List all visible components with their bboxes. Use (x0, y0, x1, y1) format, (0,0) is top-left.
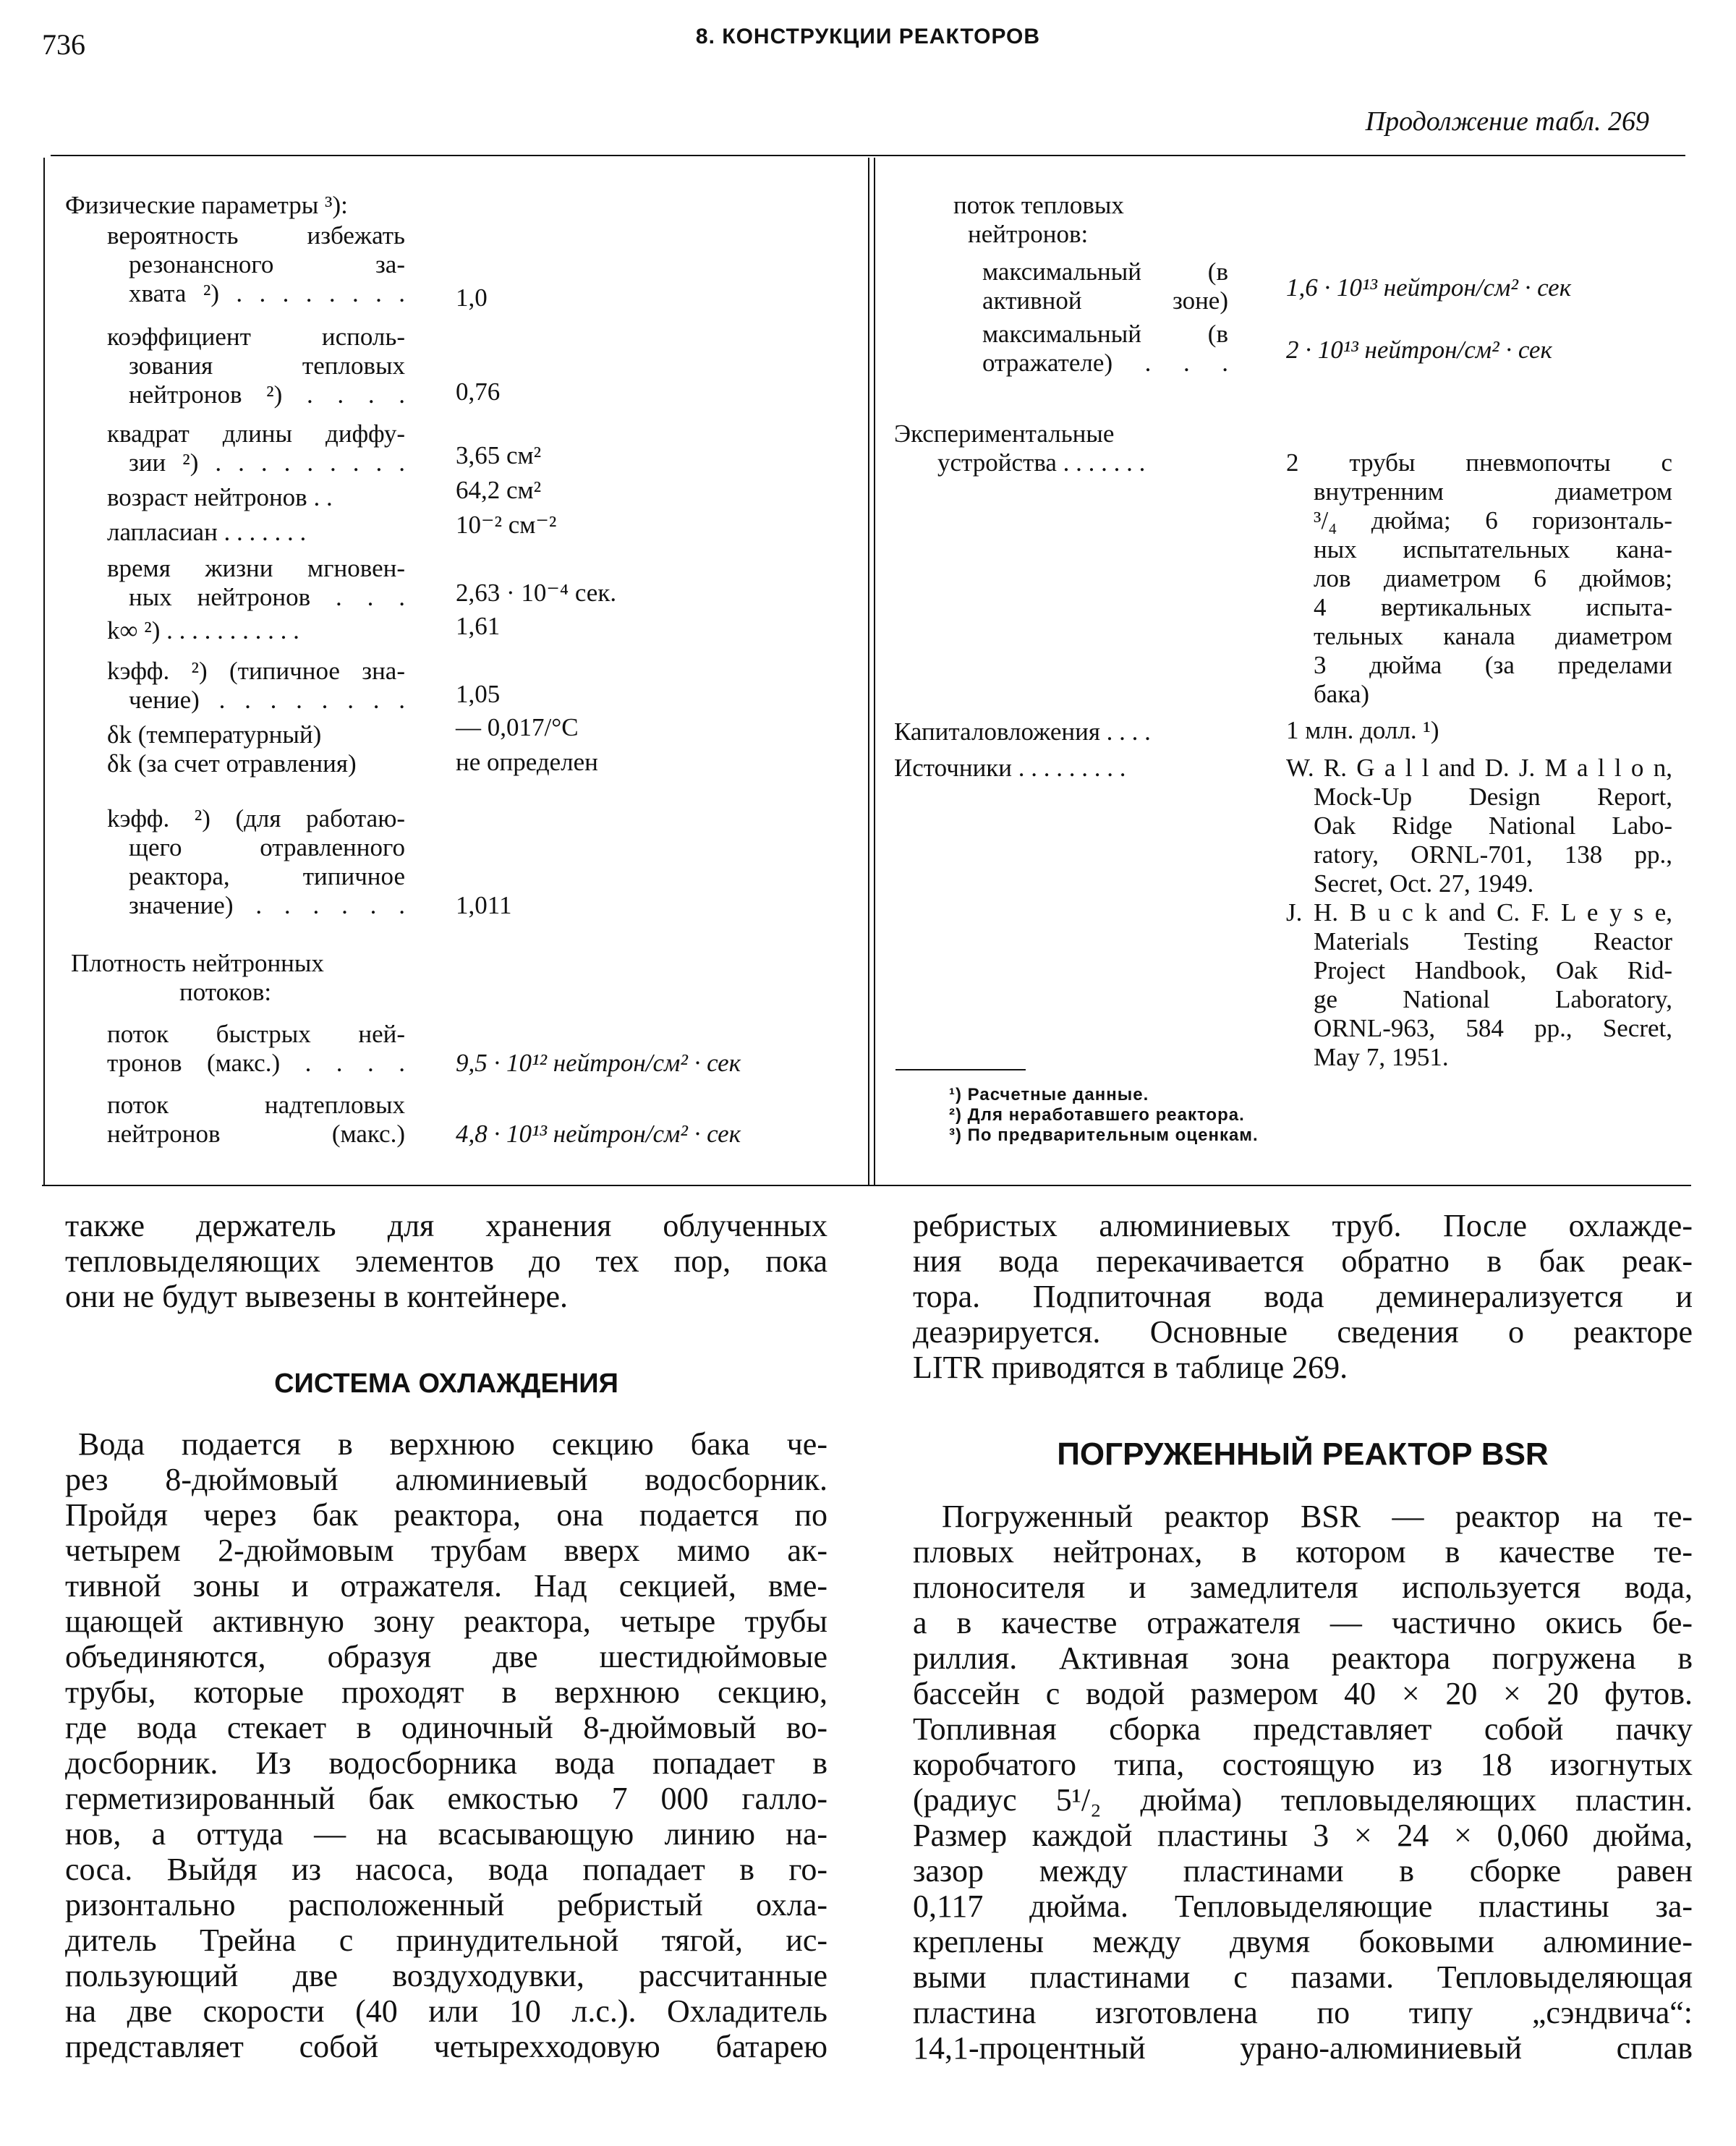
row-kinf-label: k∞ ²) . . . . . . . . . . . (107, 616, 299, 644)
right-column-intro: ребристых алюминиевых труб. После охлажде- ния вода перекачивается обратно в бак реак- тора. Подпиточная вода деминерализуется и деаэрируется. Основные сведения о реакторе LITR приводятся в таблице 269. (913, 1208, 1693, 1385)
cooling-heading: СИСТЕМА ОХЛАЖДЕНИЯ (274, 1368, 618, 1399)
row-thermal-reflector-value: 2 · 10¹³ нейтрон/см² · сек (1286, 336, 1552, 364)
table-top-rule (51, 155, 1685, 156)
row-laplacian-label: лапласиан . . . . . . . (107, 518, 307, 546)
row-thermal-core-value: 1,6 · 10¹³ нейтрон/см² · сек (1286, 273, 1572, 302)
row-keff-poisoned-label: kэфф. ²) (для работаю- щего отравленного реактора, типичное значение) . . . . . . (107, 804, 405, 919)
table-bottom-rule (42, 1185, 1691, 1186)
row-diffusion-value: 3,65 см² (456, 441, 542, 469)
row-poison-value: не определен (456, 748, 598, 776)
row-utilization-label: коэффициент исполь- зования тепловых нейтронов ²) . . . . (107, 323, 405, 409)
row-epithermal-flux-value: 4,8 · 10¹³ нейтрон/см² · сек (456, 1120, 741, 1148)
row-capital-value: 1 млн. долл. ¹) (1286, 716, 1439, 744)
footnote-2: ²) Для неработавшего реактора. (949, 1105, 1245, 1125)
row-keff-label: kэфф. ²) (типичное зна- чение) . . . . . . . . (107, 657, 405, 714)
row-keff-value: 1,05 (456, 680, 501, 708)
running-head: 8. КОНСТРУКЦИИ РЕАКТОРОВ (695, 25, 1041, 48)
left-column-intro: также держатель для хранения облученных тепловыделяющих элементов до тех пор, пока они не будут вывезены в контейнере. (65, 1208, 827, 1314)
phys-params-title: Физические параметры ³): (65, 191, 348, 219)
thermal-flux-title: поток тепловых нейтронов: (953, 191, 1124, 248)
row-lifetime-value: 2,63 · 10⁻⁴ сек. (456, 579, 617, 607)
row-temp-coef-label: δk (температурный) (107, 720, 322, 749)
table-divider-left (868, 158, 869, 1185)
footnote-rule (895, 1069, 1026, 1070)
footnote-1: ¹) Расчетные данные. (949, 1085, 1149, 1104)
row-kinf-value: 1,61 (456, 612, 501, 640)
row-epithermal-flux-label: поток надтепловых нейтронов (макс.) (107, 1091, 405, 1148)
flux-density-title: Плотность нейтронных потоков: (71, 949, 324, 1006)
row-thermal-reflector-label: максимальный (в отражателе) . . . (982, 320, 1228, 377)
bsr-heading: ПОГРУЖЕННЫЙ РЕАКТОР BSR (1057, 1436, 1549, 1472)
row-temp-coef-value: — 0,017/°C (456, 713, 579, 741)
cooling-paragraph: Вода подается в верхнюю секцию бака че- рез 8-дюймовый алюминиевый водосборник. Пройдя через бак реактора, она подается по четырем 2-дюймовым трубам вверх мимо ак- тивной зоны и отражателя. Над секцией, вме- щающей активную зону реактора, четыре трубы объединяются, образуя две шестидюймовые трубы, которые проходят в верхнюю секцию, где вода стекает в одиночный 8-дюймовый во- досборник. Из водосборника вода попадает в герметизированный бак емкостью 7 000 галло- нов, а оттуда — на всасывающую линию на- соса. Выйдя из насоса, вода попадает в го- ризонтально расположенный ребристый охла- дитель Трейна с принудительной тягой, ис- пользующий две воздуходувки, рассчитанные на две скорости (40 или 10 л.с.). Охладитель представляет собой четырехходовую батарею (65, 1426, 827, 2064)
table-left-border (43, 158, 45, 1185)
row-age-label: возраст нейтронов . . (107, 483, 333, 511)
row-thermal-core-label: максимальный (в активной зоне) (982, 257, 1228, 315)
row-capital-label: Капиталовложения . . . . (894, 718, 1151, 746)
row-laplacian-value: 10⁻² см⁻² (456, 511, 557, 539)
row-resonance-label: вероятность избежать резонансного за- хвата ²) . . . . . . . . (107, 221, 405, 307)
row-poison-label: δk (за счет отравления) (107, 749, 357, 778)
row-sources-label: Источники . . . . . . . . . (894, 754, 1126, 782)
table-caption: Продолжение табл. 269 (1365, 106, 1649, 137)
page-number: 736 (42, 28, 85, 61)
row-resonance-value: 1,0 (456, 284, 488, 312)
row-keff-poisoned-value: 1,011 (456, 891, 512, 919)
footnote-3: ³) По предварительным оценкам. (949, 1125, 1259, 1145)
row-lifetime-label: время жизни мгновен- ных нейтронов . . . (107, 554, 405, 611)
row-experimental-label: Экспериментальные устройства . . . . . . . (894, 420, 1146, 477)
table-divider-right (874, 158, 875, 1185)
bsr-paragraph: Погруженный реактор BSR — реактор на те- пловых нейтронах, в котором в качестве те- плоносителя и замедлителя используется вода, а в качестве отражателя — частично окись бе- риллия. Активная зона реактора погружена в бассейн с водой размером 40 × 20 × 20 футов. Топливная сборка представляет собой пачку коробчатого типа, состоящую из 18 изогнутых (радиус 5¹/₂ дюйма) тепловыделяющих пластин. Размер каждой пластины 3 × 24 × 0,060 дюйма, зазор между пластинами в сборке равен 0,117 дюйма. Тепловыделяющие пластины за- креплены между двумя боковыми алюминие- выми пластинами с пазами. Тепловыделяющая пластина изготовлена по типу „сэндвича“: 14,1-процентный урано-алюминиевый сплав (913, 1499, 1693, 2066)
row-sources-value-2: J. H. B u c k and C. F. L e y s e, Materials Testing Reactor Project Handbook, Oak Rid- ge National Laboratory, ORNL-963, 584 pp., Secret, May 7, 1951. (1286, 898, 1672, 1071)
row-fast-flux-label: поток быстрых ней- тронов (макс.) . . . . (107, 1020, 405, 1077)
row-diffusion-label: квадрат длины диффу- зии ²) . . . . . . . . . (107, 420, 405, 477)
footnotes (949, 1085, 1259, 1146)
row-utilization-value: 0,76 (456, 378, 501, 406)
row-experimental-value: 2 трубы пневмопочты с внутренним диаметром ³/₄ дюйма; 6 горизонталь- ных испытательных кана- лов диаметром 6 дюймов; 4 вертикальных испыта- тельных канала диаметром 3 дюйма (за пределами бака) (1286, 448, 1672, 708)
row-fast-flux-value: 9,5 · 10¹² нейтрон/см² · сек (456, 1049, 741, 1077)
row-sources-value-1: W. R. G a l l and D. J. M a l l o n, Mock-Up Design Report, Oak Ridge National Labo- ratory, ORNL-701, 138 pp., Secret, Oct. 27, 1949. (1286, 754, 1672, 898)
row-age-value: 64,2 см² (456, 476, 542, 504)
